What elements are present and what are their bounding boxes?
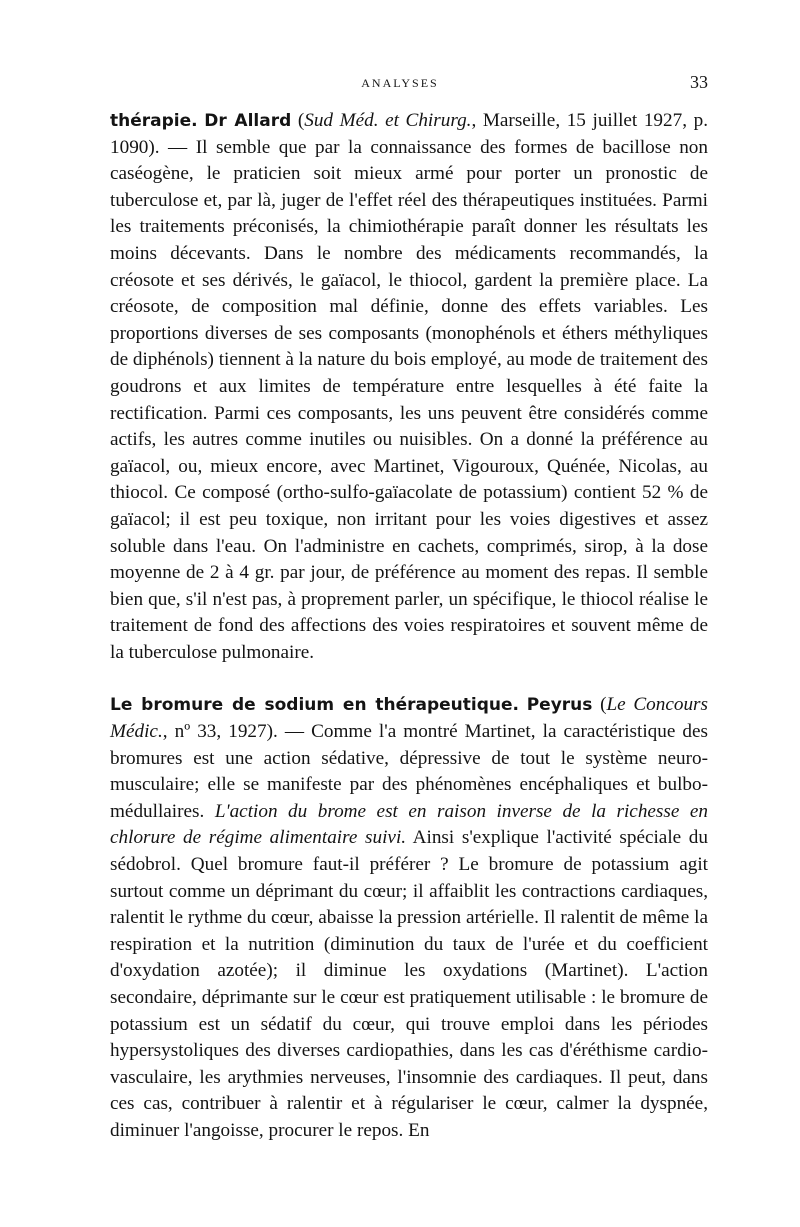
article-thiocol [110,108,708,666]
body-text [110,108,708,1145]
article-text: Il semble que par la connaissance des formes de bacillose non caséogène, le praticien soit mieux armé pour porter un pronostic de tuberculose et, par là, juger de l'effet réel des thérapeutiques instituées. Parmi les traitements préconisés, la chimiothérapie paraît donner les résultats les moins décevants. Dans le nombre des médicaments recommandés, la créosote et ses dérivés, le gaïacol, le thiocol, gardent la première place. La créosote, de composition mal définie, donne des effets variables. Les proportions diverses de ses composants (monophénols et éthers méthyliques de diphénols) tiennent à la nature du bois employé, au mode de traitement des goudrons et aux limites de température entre lesquelles à été faite la rectification. Parmi ces composants, les uns peuvent être considérés comme actifs, les autres comme inutiles ou nuisibles. On a donné la préférence au gaïacol, ou, mieux encore, avec Martinet, Vigouroux, Quénée, Nicolas, au thiocol. Ce composé (ortho-sulfo-gaïacolate de potassium) contient 52 % de gaïacol; il est peu toxique, non irritant pour les voies digestives et assez soluble dans l'eau. On l'administre en cachets, comprimés, sirop, à la dose moyenne de 2 à 4 gr. par jour, de préférence au moment des repas. Il semble bien que, s'il n'est pas, à proprement parler, un spécifique, le thiocol réalise le traitement de fond des affections des voies respiratoires et souvent même de la tuberculose pulmonaire. [110,136,708,663]
source-details: , nº 33, 1927). — [162,721,312,743]
article-text-italic: L'action du brome est en raison inverse de la richesse en chlorure de régime alimentaire suivi. [110,800,708,849]
article-bromure [110,692,708,1144]
running-head [0,72,800,96]
source-open: ( [291,110,305,131]
article-text-part-2: Ainsi s'explique l'activité spéciale du sédobrol. Quel bromure faut-il préférer ? Le bromure de potassium agit surtout comme un déprimant du cœur; il affaiblit les contractions cardiaques, ralentit le rythme du cœur, abaisse la pression artérielle. Il ralentit de même la respiration et la nutrition (diminution du taux de l'urée et du coefficient d'oxydation azotée); il diminue les oxydations (Martinet). L'action secondaire, déprimante sur le cœur est pratiquement utilisable : le bromure de potassium est un sédatif du cœur, qui trouve emploi dans les périodes hypersystoliques des diverses cardiopathies, dans les cas d'éréthisme cardio-vasculaire, les arythmies nerveuses, l'insomnie des cardiaques. Il peut, dans ces cas, contribuer à ralentir et à régulariser le cœur, calmer la dyspnée, diminuer l'angoisse, procurer le repos. En [110,827,708,1141]
article-author: Peyrus [526,695,593,716]
article-title: Le bromure de sodium en thérapeutique. [110,695,519,716]
page-number: 33 [690,72,708,92]
article-author: Dr Allard [204,111,292,131]
running-title: ANALYSES [361,76,439,90]
source-title: Le Concours Médic. [110,694,708,743]
source-open: ( [592,694,607,716]
source-title: Sud Méd. et Chirurg. [304,110,472,131]
source-details: , Marseille, 15 juillet 1927, p. 1090). — [110,110,708,158]
article-text-part-1: Comme l'a montré Martinet, la caractéristique des bromures est une action sédative, dépressive de tout le système neuro-musculaire; elle se manifeste par des phénomènes encéphaliques et bulbo-médullaires. [110,721,708,822]
article-lead: thérapie. [110,111,198,131]
